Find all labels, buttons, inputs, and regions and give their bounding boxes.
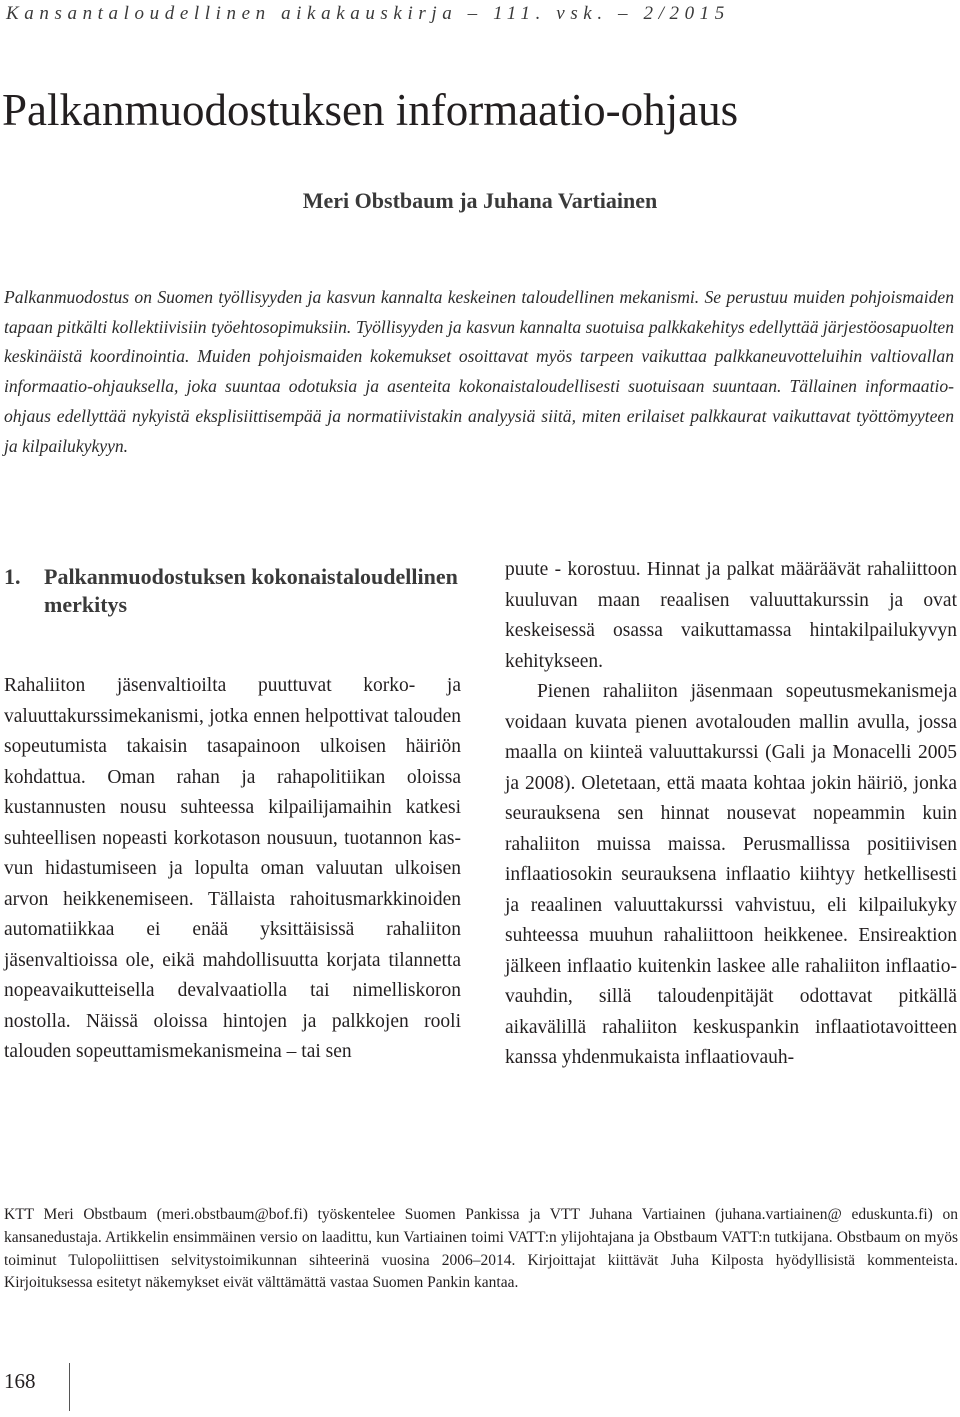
right-column <box>505 555 957 1074</box>
body-paragraph-right-2: Pienen rahaliiton jäsenmaan sopeutusmekanismeja voidaan kuvata pienen avotalouden mallin avulla, jossa maalla on kiinteä valuuttakurssi (Gali ja Monacelli 2005 ja 2008). Oletetaan, että maata kohtaa jokin häiriö, jonka seurauksena sen hinnat nousevat nopeammin kuin rahaliiton muissa maissa. Perusmallissa positiivisen inflaatiosokin seurauksena inflaatio kiihtyy hetkellisesti ja reaalinen valuuttakurssi vahvistuu, eli kilpailukyky suhteessa muuhun rahaliittoon heikkenee. Ensireaktion jälkeen inflaatio kuitenkin laskee alle rahaliiton inflaatiovauhdin, sillä taloudenpitäjät odottavat pitkällä aikavälillä rahaliiton keskuspankin inflaatiotavoitteen kanssa yhdenmukaista inflaatiovauh- <box>505 681 957 1068</box>
left-column <box>4 563 461 1068</box>
article-title: Palkanmuodostuksen informaatio-ohjaus <box>2 85 739 135</box>
author-footnote: KTT Meri Obstbaum (meri.obstbaum@bof.fi) työskentelee Suomen Pankissa ja VTT Juhana Vartiainen (juhana.vartiainen@ eduskunta.fi) on kansanedustaja. Artikkelin ensimmäinen versio on laadittu, kun Vartiainen toimi VATT:n ylijohtajana ja Obstbaum VATT:n tutkijana. Obstbaum on myös toiminut Tulopoliittisen selvitystoimikunnan sihteerinä vuosina 2006–2014. Kirjoittajat kiittävät Juha Kilposta hyödyllisistä kommenteista. Kirjoituksessa esitetyt näkemykset eivät välttämättä vastaa Suomen Pankin kantaa. <box>4 1206 958 1292</box>
section-heading <box>4 563 461 619</box>
body-paragraph-right-1: puute - korostuu. Hinnat ja palkat määräävät rahaliittoon kuuluvan maan reaalisen valuuttakurssin ja ovat keskeisessä osassa vaikuttamassa hintakilpailukyvyn kehitykseen. <box>505 559 957 672</box>
authors: Meri Obstbaum ja Juhana Vartiainen <box>302 188 658 213</box>
page-number: 168 <box>4 1369 36 1393</box>
section-title: Palkanmuodostuksen kokonaistaloudellinen merkitys <box>44 564 458 617</box>
running-head: Kansantaloudellinen aikakauskirja – 111. vsk. – 2/2015 <box>6 3 730 24</box>
page-number-rule <box>69 1363 70 1411</box>
body-paragraph-left: Rahaliiton jäsenvaltioilta puuttuvat korko- ja valuuttakurssimekanismi, jotka ennen helpottivat talouden sopeutumista takaisin tasapainoon ulkoisen häiriön kohdattua. Oman rahan ja rahapolitiikan oloissa kustannusten nousu suhteessa kilpailijamaihin katkesi suhteellisen nopeasti korkotason nousuun, tuotannon kasvun hidastumiseen ja lopulta oman valuutan ulkoisen arvon heikkenemiseen. Tällaista rahoitusmarkkinoiden automatiikkaa ei enää yksittäisissä rahaliiton jäsenvaltioissa ole, eikä mahdollisuutta korjata tilannetta nopeavaikutteisella devalvaatiolla tai nimelliskoron nostolla. Näissä oloissa hintojen ja palkkojen rooli talouden sopeuttamismekanismeina – tai sen <box>4 675 461 1062</box>
abstract: Palkanmuodostus on Suomen työllisyyden ja kasvun kannalta keskeinen taloudellinen mekanismi. Se perustuu muiden pohjoismaiden tapaan pitkälti kollektiivisiin työehtosopimuksiin. Työllisyyden ja kasvun kannalta suotuisa palkkakehitys edellyttää järjestöosapuolten keskinäistä koordinointia. Muiden pohjoismaiden kokemukset osoittavat myös tarpeen vaikuttaa palkkaneuvotteluihin valtiovallan informaatio-ohjauksella, joka suuntaa odotuksia ja asenteita kokonaistaloudellisesti suotuisaan suuntaan. Tällainen informaatio-ohjaus edellyttää nykyistä eksplisiittisempää ja normatiivistakin analyysiä siitä, miten erilaiset palkkaurat vaikuttavat työttömyyteen ja kilpailukykyyn. <box>4 287 954 456</box>
section-number: 1. <box>4 564 21 589</box>
